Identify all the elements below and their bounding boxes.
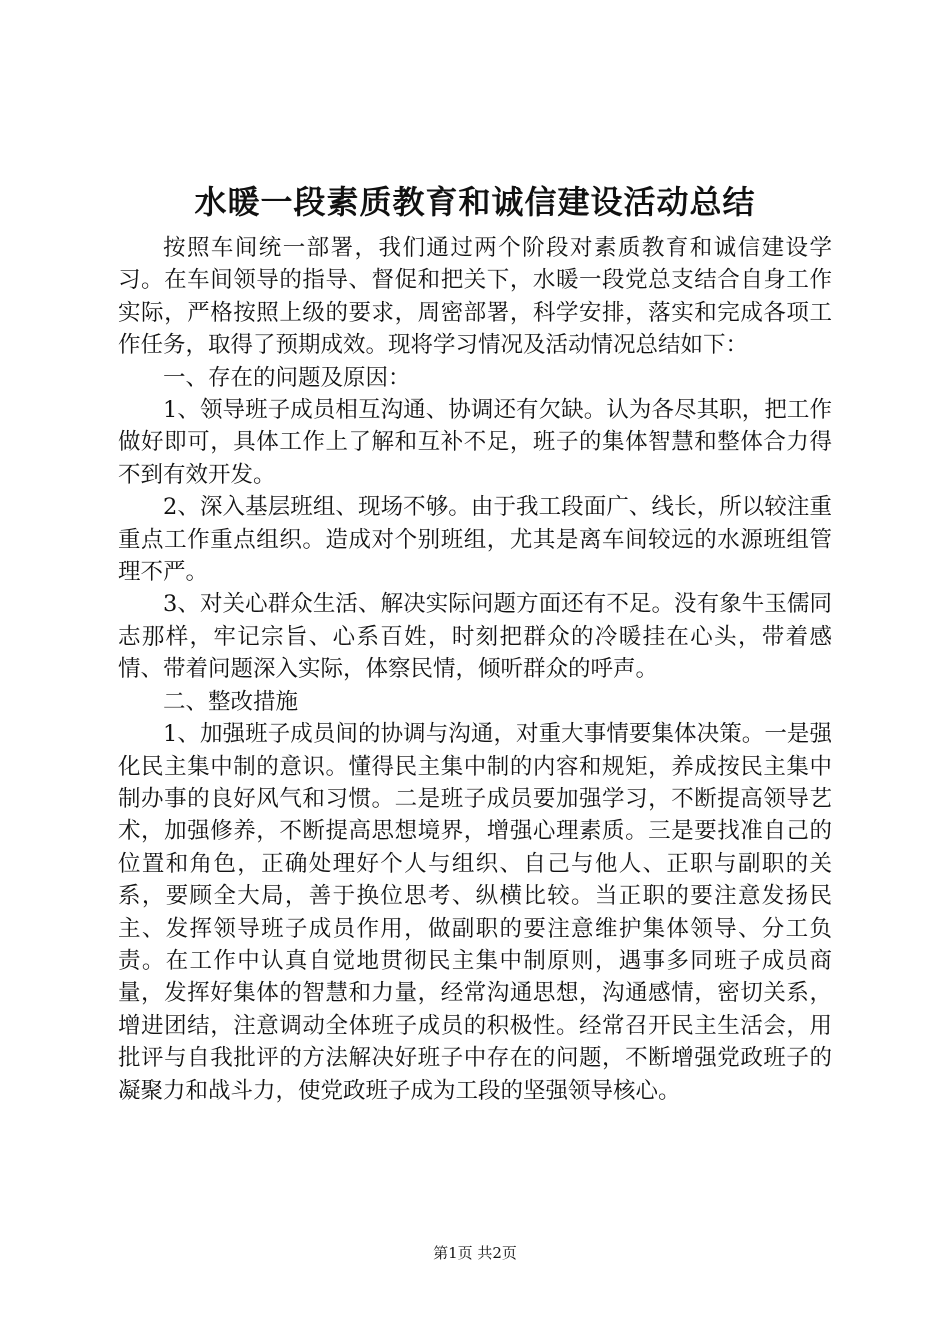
problem-item-3: 3、对关心群众生活、解决实际问题方面还有不足。没有象牛玉儒同志那样，牢记宗旨、心系百姓，时刻把群众的冷暖挂在心头，带着感情、带着问题深入实际，体察民情，倾听群众的呼声。 [118, 591, 832, 683]
intro-paragraph: 按照车间统一部署，我们通过两个阶段对素质教育和诚信建设学习。在车间领导的指导、督促和把关下，水暖一段党总支结合自身工作实际，严格按照上级的要求，周密部署，科学安排，落实和完成各项工作任务，取得了预期成效。现将学习情况及活动情况总结如下： [118, 235, 832, 359]
problem-item-2: 2、深入基层班组、现场不够。由于我工段面广、线长，所以较注重重点工作重点组织。造成对个别班组，尤其是离车间较远的水源班组管理不严。 [118, 494, 832, 586]
section-heading-problems: 一、存在的问题及原因： [163, 364, 411, 391]
problem-item-1: 1、领导班子成员相互沟通、协调还有欠缺。认为各尽其职，把工作做好即可，具体工作上了解和互补不足，班子的集体智慧和整体合力得不到有效开发。 [118, 397, 832, 488]
section-heading-measures: 二、整改措施 [163, 688, 299, 715]
page-number-footer: 第1页 共2页 [433, 1244, 517, 1262]
document-title: 水暖一段素质教育和诚信建设活动总结 [194, 183, 756, 221]
document-page [118, 180, 832, 1107]
measure-item-1: 1、加强班子成员间的协调与沟通，对重大事情要集体决策。一是强化民主集中制的意识。懂得民主集中制的内容和规矩，养成按民主集中制办事的良好风气和习惯。二是班子成员要加强学习，不断提高领导艺术，加强修养，不断提高思想境界，增强心理素质。三是要找准自己的位置和角色，正确处理好个人与组织、自己与他人、正职与副职的关系，要顾全大局，善于换位思考、纵横比较。当正职的要注意发扬民主、发挥领导班子成员作用，做副职的要注意维护集体领导、分工负责。在工作中认真自觉地贯彻民主集中制原则，遇事多同班子成员商量，发挥好集体的智慧和力量，经常沟通思想，沟通感情，密切关系，增进团结，注意调动全体班子成员的积极性。经常召开民主生活会，用批评与自我批评的方法解决好班子中存在的问题，不断增强党政班子的凝聚力和战斗力，使党政班子成为工段的坚强领导核心。 [118, 721, 832, 1104]
